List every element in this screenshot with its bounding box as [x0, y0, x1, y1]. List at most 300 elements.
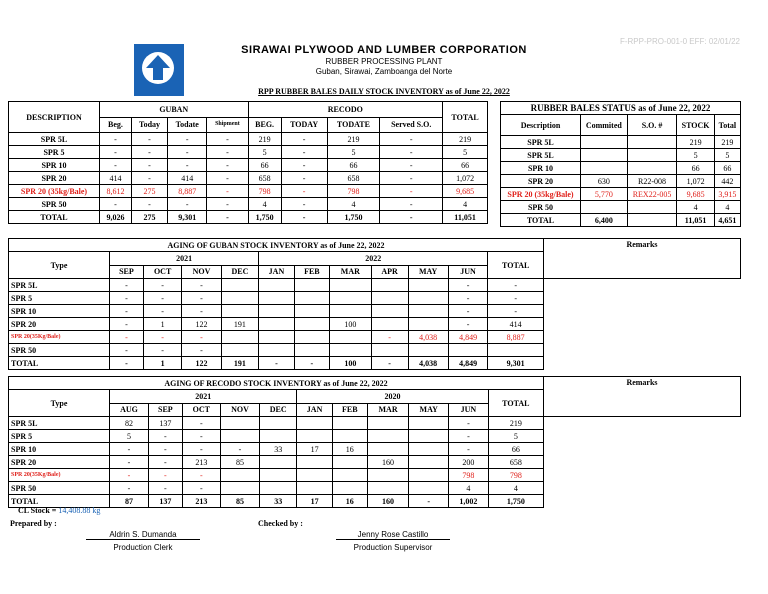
table-cell: - — [448, 292, 488, 305]
table-cell — [297, 456, 332, 469]
table-cell: - — [110, 305, 144, 318]
table-cell: 3,915 — [714, 188, 740, 201]
month-header: MAY — [409, 403, 449, 417]
table-cell — [409, 417, 449, 430]
table-cell — [409, 443, 449, 456]
table-cell: - — [110, 318, 144, 331]
sub-header: Today — [131, 117, 167, 133]
row-label: SPR 20(35Kg/Bale) — [9, 331, 110, 344]
status-title: RUBBER BALES STATUS as of June 22, 2022 — [501, 102, 741, 115]
total-header: TOTAL — [488, 390, 543, 417]
table-cell: 4,651 — [714, 214, 740, 227]
year-header: 2022 — [259, 252, 488, 266]
row-label: SPR 50 — [9, 482, 110, 495]
table-cell: - — [143, 305, 181, 318]
table-cell: - — [110, 344, 144, 357]
table-cell — [371, 292, 408, 305]
table-cell — [259, 318, 294, 331]
table-row — [9, 469, 741, 482]
sub-header: TODAY — [281, 117, 327, 133]
table-cell: - — [182, 344, 221, 357]
table-cell: - — [110, 357, 144, 370]
prepared-by-label: Prepared by : — [10, 519, 57, 528]
table-cell: - — [207, 146, 248, 159]
table-cell: - — [131, 172, 167, 185]
table-cell — [448, 344, 488, 357]
table-cell: 4,038 — [408, 331, 448, 344]
table-cell: 658 — [488, 456, 543, 469]
table-row — [9, 292, 741, 305]
table-cell — [627, 201, 677, 214]
table-cell: 5 — [677, 149, 714, 162]
table-cell — [332, 469, 367, 482]
table-cell — [221, 344, 259, 357]
table-cell: 11,051 — [677, 214, 714, 227]
table-cell: 11,051 — [443, 211, 488, 224]
col-description: DESCRIPTION — [9, 102, 100, 133]
month-header: JUN — [448, 265, 488, 279]
aging-recodo-remarks: Remarks — [544, 377, 741, 417]
table-cell — [294, 344, 329, 357]
table-cell: - — [143, 292, 181, 305]
table-cell: 122 — [182, 318, 221, 331]
col-guban: GUBAN — [100, 102, 249, 118]
table-cell — [409, 469, 449, 482]
preparer-name: Aldrin S. Dumanda — [86, 530, 200, 540]
table-cell: - — [131, 146, 167, 159]
table-cell: 1 — [143, 318, 181, 331]
year-header: 2020 — [297, 390, 488, 404]
table-row — [501, 136, 741, 149]
table-cell: 213 — [182, 456, 220, 469]
col-total: TOTAL — [443, 102, 488, 133]
table-cell — [221, 331, 259, 344]
type-header: Type — [9, 390, 110, 417]
table-cell: - — [100, 146, 132, 159]
table-cell: 66 — [248, 159, 281, 172]
company-name: SIRAWAI PLYWOOD AND LUMBER CORPORATION — [241, 44, 527, 56]
row-label: TOTAL — [9, 495, 110, 508]
row-label: TOTAL — [9, 211, 100, 224]
table-cell: - — [149, 456, 183, 469]
table-cell — [627, 149, 677, 162]
table-cell: 1,072 — [677, 175, 714, 188]
table-cell: - — [143, 331, 181, 344]
month-header: FEB — [332, 403, 367, 417]
sub-header: Beg. — [100, 117, 132, 133]
table-cell — [330, 331, 372, 344]
table-cell: 219 — [488, 417, 543, 430]
total-header: TOTAL — [488, 252, 544, 279]
month-header: NOV — [182, 265, 221, 279]
table-cell — [330, 292, 372, 305]
sub-header: TODATE — [327, 117, 380, 133]
table-cell — [330, 279, 372, 292]
table-cell — [367, 443, 408, 456]
table-row — [9, 417, 741, 430]
table-cell — [371, 344, 408, 357]
table-cell: - — [371, 357, 408, 370]
table-cell — [371, 305, 408, 318]
row-label: SPR 10 — [9, 159, 100, 172]
row-label: SPR 5 — [9, 146, 100, 159]
table-cell — [297, 482, 332, 495]
table-cell: 798 — [327, 185, 380, 198]
sub-header: BEG. — [248, 117, 281, 133]
table-cell: - — [448, 279, 488, 292]
table-cell: - — [100, 159, 132, 172]
aging-guban-title: AGING OF GUBAN STOCK INVENTORY as of June 22, 2022 — [9, 239, 544, 252]
table-cell — [330, 305, 372, 318]
table-cell — [488, 344, 544, 357]
table-cell: - — [488, 305, 544, 318]
table-cell: 85 — [220, 495, 259, 508]
table-cell — [367, 469, 408, 482]
table-row — [9, 159, 488, 172]
table-cell: - — [207, 185, 248, 198]
table-cell: - — [168, 159, 207, 172]
table-cell — [332, 456, 367, 469]
table-cell: 66 — [714, 162, 740, 175]
table-cell: - — [168, 198, 207, 211]
status-header: S.O. # — [627, 115, 677, 136]
table-cell: 33 — [259, 443, 296, 456]
bales-status-table — [500, 101, 741, 227]
table-cell — [259, 344, 294, 357]
month-header: JAN — [259, 265, 294, 279]
table-cell: - — [182, 331, 221, 344]
table-cell: 1 — [143, 357, 181, 370]
row-label: SPR 10 — [9, 443, 110, 456]
table-cell: 16 — [332, 495, 367, 508]
table-row — [9, 305, 741, 318]
table-cell: 6,400 — [581, 214, 628, 227]
table-cell: 4 — [714, 201, 740, 214]
table-cell — [220, 430, 259, 443]
table-cell — [408, 305, 448, 318]
table-row — [501, 214, 741, 227]
table-cell: 798 — [488, 469, 543, 482]
table-cell: 137 — [149, 417, 183, 430]
table-cell — [259, 417, 296, 430]
table-cell — [627, 162, 677, 175]
type-header: Type — [9, 252, 110, 279]
table-cell: 16 — [332, 443, 367, 456]
cl-stock-value: 14,408.88 kg — [58, 506, 101, 515]
table-cell — [581, 201, 628, 214]
table-cell: - — [110, 292, 144, 305]
table-cell: 8,612 — [100, 185, 132, 198]
table-cell: - — [380, 159, 443, 172]
row-label: SPR 5 — [9, 292, 110, 305]
table-cell: 219 — [327, 133, 380, 146]
table-cell: 5 — [110, 430, 149, 443]
table-cell: - — [207, 211, 248, 224]
table-cell — [371, 279, 408, 292]
table-cell — [259, 305, 294, 318]
table-cell — [409, 482, 449, 495]
table-cell: 160 — [367, 495, 408, 508]
table-cell: - — [182, 430, 220, 443]
table-cell: 5 — [248, 146, 281, 159]
table-cell: - — [409, 495, 449, 508]
table-cell — [367, 430, 408, 443]
table-cell: - — [371, 331, 408, 344]
table-cell: - — [281, 133, 327, 146]
table-cell: - — [207, 172, 248, 185]
table-cell — [330, 344, 372, 357]
month-header: APR — [371, 265, 408, 279]
month-header: OCT — [143, 265, 181, 279]
table-cell: 100 — [330, 318, 372, 331]
table-cell — [371, 318, 408, 331]
table-cell — [220, 469, 259, 482]
table-cell: 4,849 — [448, 331, 488, 344]
table-cell: - — [182, 482, 220, 495]
table-cell — [294, 279, 329, 292]
table-row — [9, 133, 488, 146]
table-cell: 275 — [131, 185, 167, 198]
row-label: SPR 5L — [501, 149, 581, 162]
table-cell: 122 — [182, 357, 221, 370]
table-cell: - — [448, 318, 488, 331]
sub-header: Served S.O. — [380, 117, 443, 133]
table-cell — [221, 279, 259, 292]
table-row — [9, 482, 741, 495]
table-cell: 798 — [248, 185, 281, 198]
table-cell: - — [149, 482, 183, 495]
table-cell: 442 — [714, 175, 740, 188]
table-row — [501, 149, 741, 162]
table-cell: 9,301 — [168, 211, 207, 224]
table-cell: - — [110, 279, 144, 292]
table-cell: - — [207, 198, 248, 211]
table-cell: 4,038 — [408, 357, 448, 370]
table-cell: 66 — [488, 443, 543, 456]
table-cell: - — [110, 443, 149, 456]
table-cell: 191 — [221, 357, 259, 370]
table-cell: 66 — [677, 162, 714, 175]
sub-header: Todate — [168, 117, 207, 133]
table-row — [9, 430, 741, 443]
table-cell: - — [380, 133, 443, 146]
table-cell — [259, 279, 294, 292]
table-cell: 1,750 — [488, 495, 543, 508]
daily-inventory-table — [8, 101, 488, 224]
table-cell: - — [110, 482, 149, 495]
table-cell: 414 — [488, 318, 544, 331]
table-cell: 5 — [488, 430, 543, 443]
table-cell: 8,887 — [488, 331, 544, 344]
preparer-title: Production Clerk — [113, 543, 173, 552]
row-label: TOTAL — [9, 357, 110, 370]
table-cell: - — [281, 211, 327, 224]
month-header: FEB — [294, 265, 329, 279]
table-row — [9, 198, 488, 211]
table-cell — [294, 292, 329, 305]
status-header: STOCK — [677, 115, 714, 136]
table-cell: - — [182, 292, 221, 305]
table-cell: 658 — [327, 172, 380, 185]
table-cell — [332, 417, 367, 430]
table-cell — [259, 292, 294, 305]
table-cell: 9,685 — [443, 185, 488, 198]
table-cell — [367, 482, 408, 495]
table-cell: - — [131, 133, 167, 146]
row-label: SPR 5L — [9, 417, 110, 430]
table-cell: 9,685 — [677, 188, 714, 201]
table-cell — [259, 430, 296, 443]
col-recodo: RECODO — [248, 102, 443, 118]
table-cell: - — [488, 279, 544, 292]
month-header: DEC — [259, 403, 296, 417]
row-label: SPR 20 (35kg/Bale) — [9, 185, 100, 198]
table-cell: - — [207, 133, 248, 146]
table-cell: 4 — [327, 198, 380, 211]
table-cell: - — [281, 198, 327, 211]
table-cell — [220, 417, 259, 430]
table-cell: 85 — [220, 456, 259, 469]
row-label: SPR 50 — [9, 198, 100, 211]
table-cell: 8,887 — [168, 185, 207, 198]
table-cell: 17 — [297, 443, 332, 456]
table-cell: 414 — [100, 172, 132, 185]
table-row — [9, 211, 488, 224]
table-cell: - — [149, 430, 183, 443]
table-row — [501, 175, 741, 188]
table-cell: - — [448, 305, 488, 318]
table-cell — [297, 469, 332, 482]
table-row — [9, 172, 488, 185]
row-label: SPR 10 — [501, 162, 581, 175]
cl-stock-label: CL Stock = — [18, 506, 57, 515]
table-cell: REX22-005 — [627, 188, 677, 201]
table-cell: 9,026 — [100, 211, 132, 224]
table-cell — [408, 318, 448, 331]
table-cell: 4 — [248, 198, 281, 211]
table-cell — [259, 331, 294, 344]
table-cell: - — [281, 159, 327, 172]
table-cell: 5,770 — [581, 188, 628, 201]
table-cell: - — [182, 443, 220, 456]
table-cell: 414 — [168, 172, 207, 185]
month-header: NOV — [220, 403, 259, 417]
table-cell: - — [110, 469, 149, 482]
table-cell: 82 — [110, 417, 149, 430]
row-label: SPR 20 — [9, 172, 100, 185]
table-cell — [221, 292, 259, 305]
table-cell: - — [149, 469, 183, 482]
table-cell: 160 — [367, 456, 408, 469]
table-cell: - — [220, 443, 259, 456]
row-label: SPR 20 — [9, 318, 110, 331]
table-cell — [294, 318, 329, 331]
table-cell: 4 — [677, 201, 714, 214]
month-header: SEP — [149, 403, 183, 417]
aging-recodo-table — [8, 376, 741, 508]
table-cell: - — [149, 443, 183, 456]
table-cell: - — [143, 344, 181, 357]
month-header: DEC — [221, 265, 259, 279]
table-cell: 219 — [677, 136, 714, 149]
table-cell: 4 — [449, 482, 488, 495]
table-row — [9, 185, 488, 198]
table-cell: 4,849 — [448, 357, 488, 370]
table-cell — [581, 162, 628, 175]
table-cell — [408, 344, 448, 357]
table-cell: - — [182, 469, 220, 482]
table-cell: 17 — [297, 495, 332, 508]
table-cell — [294, 305, 329, 318]
table-cell — [332, 482, 367, 495]
checker-name: Jenny Rose Castillo — [336, 530, 450, 540]
table-cell: 66 — [443, 159, 488, 172]
checked-by-label: Checked by : — [258, 519, 303, 528]
table-cell — [581, 149, 628, 162]
table-cell: - — [380, 146, 443, 159]
table-cell: - — [281, 185, 327, 198]
table-cell — [627, 136, 677, 149]
row-label: SPR 20 (35kg/Bale) — [501, 188, 581, 201]
table-cell: - — [488, 292, 544, 305]
month-header: JUN — [449, 403, 488, 417]
table-cell: 9,301 — [488, 357, 544, 370]
table-cell: - — [131, 159, 167, 172]
table-cell: 5 — [443, 146, 488, 159]
table-cell: - — [281, 172, 327, 185]
table-cell: - — [143, 279, 181, 292]
table-cell: 1,750 — [248, 211, 281, 224]
table-cell: - — [449, 430, 488, 443]
table-cell: 213 — [182, 495, 220, 508]
row-label: SPR 50 — [501, 201, 581, 214]
month-header: JAN — [297, 403, 332, 417]
table-cell: - — [182, 305, 221, 318]
aging-guban-table — [8, 238, 741, 370]
table-cell: 87 — [110, 495, 149, 508]
form-number: F-RPP-PRO-001-0 EFF: 02/01/22 — [619, 37, 740, 46]
plant-name: RUBBER PROCESSING PLANT — [325, 57, 443, 66]
table-cell — [221, 305, 259, 318]
table-cell — [294, 331, 329, 344]
month-header: MAR — [367, 403, 408, 417]
table-cell: 630 — [581, 175, 628, 188]
table-cell: - — [110, 456, 149, 469]
table-cell: 137 — [149, 495, 183, 508]
table-row — [9, 146, 488, 159]
table-cell — [408, 292, 448, 305]
row-label: TOTAL — [501, 214, 581, 227]
table-cell: 33 — [259, 495, 296, 508]
aging-recodo-title: AGING OF RECODO STOCK INVENTORY as of June 22, 2022 — [9, 377, 544, 390]
row-label: SPR 20(35Kg/Bale) — [9, 469, 110, 482]
table-cell — [367, 417, 408, 430]
table-cell — [259, 482, 296, 495]
table-cell — [220, 482, 259, 495]
table-cell: - — [294, 357, 329, 370]
table-cell: 5 — [327, 146, 380, 159]
table-row — [501, 162, 741, 175]
status-header: Commited — [581, 115, 628, 136]
table-cell: 66 — [327, 159, 380, 172]
table-cell: 1,002 — [449, 495, 488, 508]
row-label: SPR 20 — [9, 456, 110, 469]
row-label: SPR 5L — [501, 136, 581, 149]
table-cell — [408, 279, 448, 292]
table-cell: - — [449, 443, 488, 456]
row-label: SPR 5 — [9, 430, 110, 443]
table-cell: - — [100, 133, 132, 146]
